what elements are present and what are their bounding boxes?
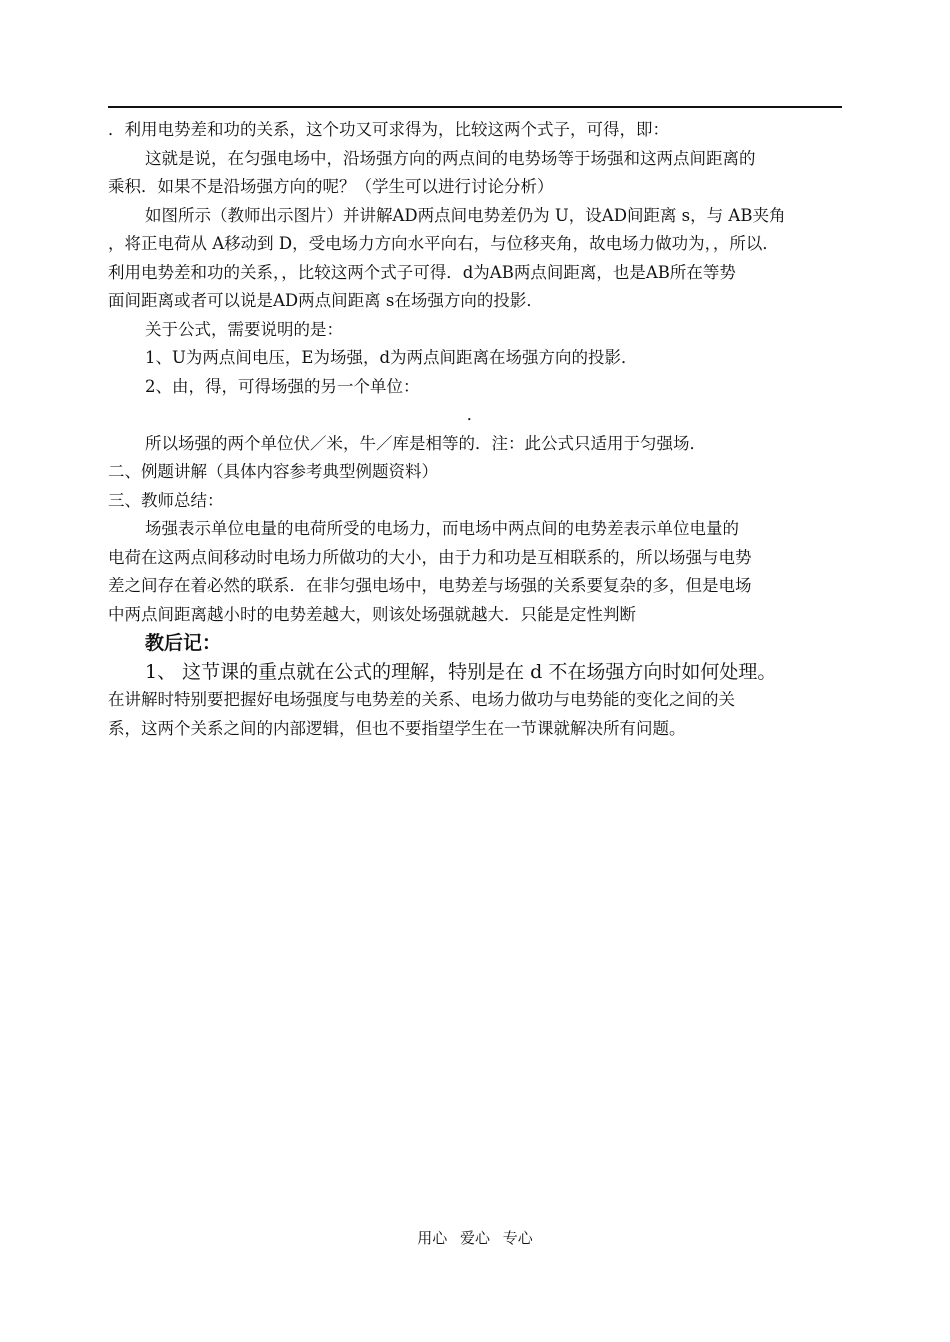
paragraph-line: 差之间存在着必然的联系．在非匀强电场中，电势差与场强的关系要复杂的多，但是电场: [108, 576, 752, 595]
paragraph-line: 1、U为两点间电压，E为场强，d为两点间距离在场强方向的投影．: [145, 348, 638, 367]
paragraph-line: 2、由，得，可得场强的另一个单位：: [145, 376, 420, 396]
header-rule: [108, 106, 842, 108]
reflection-line: 1、 这节课的重点就在公式的理解，特别是在 d 不在场强方向时如何处理。: [145, 660, 777, 683]
section-heading: 二、例题讲解（具体内容参考典型例题资料）: [108, 462, 438, 481]
paragraph-line: 如图所示（教师出示图片）并讲解AD两点间电势差仍为 U，设AD间距离 s，与 AB夹角: [145, 205, 786, 225]
paragraph-line: ．: [466, 405, 484, 424]
paragraph-line: 关于公式，需要说明的是：: [145, 319, 343, 339]
reflection-heading: 教后记：: [145, 632, 222, 654]
paragraph-line: ，将正电荷从 A移动到 D，受电场力方向水平向右，与位移夹角，故电场力做功为，，所以．: [108, 234, 779, 253]
section-heading: 三、教师总结：: [108, 490, 224, 510]
paragraph-line: ．利用电势差和功的关系，这个功又可求得为，比较这两个式子，可得，即：: [108, 120, 669, 139]
paragraph-line: 乘积．如果不是沿场强方向的呢？（学生可以进行讨论分析）: [108, 177, 554, 196]
paragraph-line: 这就是说，在匀强电场中，沿场强方向的两点间的电势场等于场强和这两点间距离的: [145, 148, 756, 168]
paragraph-line: 所以场强的两个单位伏／米，牛／库是相等的．注：此公式只适用于匀强场．: [145, 433, 706, 453]
paragraph-line: 在讲解时特别要把握好电场强度与电势差的关系、电场力做功与电势能的变化之间的关: [108, 690, 735, 709]
document-body: [108, 116, 842, 743]
paragraph-line: 面间距离或者可以说是AD两点间距离 s在场强方向的投影．: [108, 291, 543, 310]
paragraph-line: 场强表示单位电量的电荷所受的电场力，而电场中两点间的电势差表示单位电量的: [145, 519, 739, 538]
paragraph-line: 电荷在这两点间移动时电场力所做功的大小，由于力和功是互相联系的，所以场强与电势: [108, 547, 752, 567]
paragraph-line: 利用电势差和功的关系，，比较这两个式子可得．d为AB两点间距离，也是AB所在等势: [108, 262, 736, 282]
paragraph-line: 系，这两个关系之间的内部逻辑，但也不要指望学生在一节课就解决所有问题。: [108, 718, 686, 738]
page-footer: 用心 爱心 专心: [417, 1229, 533, 1247]
paragraph-line: 中两点间距离越小时的电势差越大，则该处场强就越大．只能是定性判断: [108, 604, 636, 624]
